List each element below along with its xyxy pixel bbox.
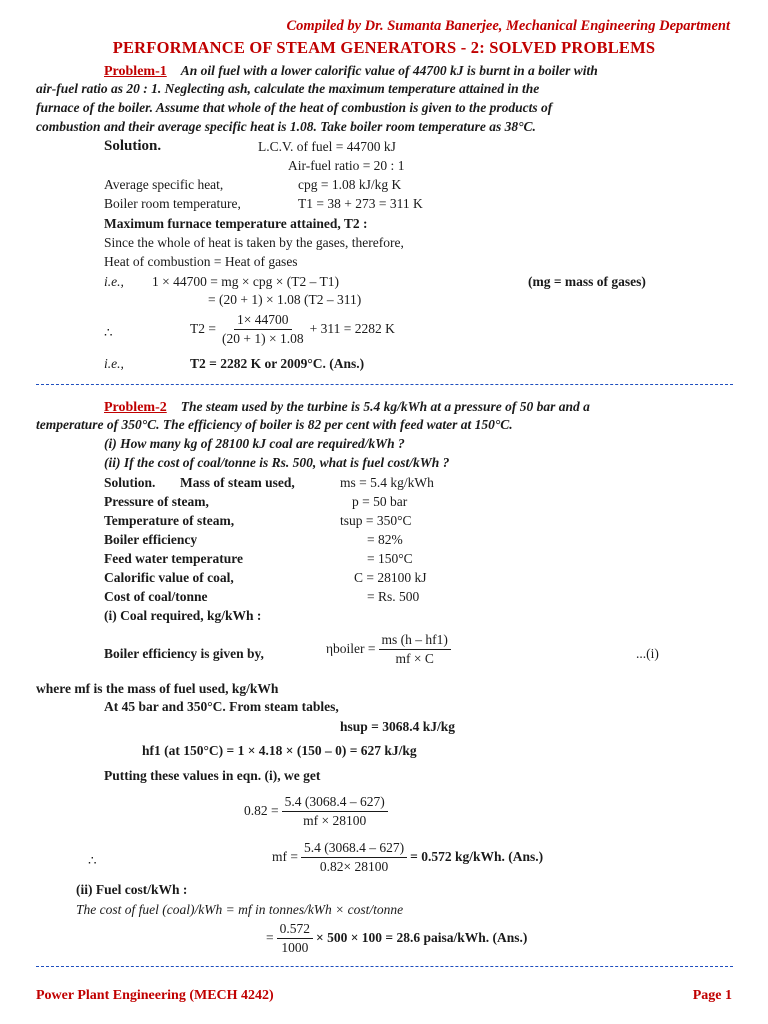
problem-1-label: Problem-1 [104,64,167,79]
question-i: (i) How many kg of 28100 kJ coal are required/kWh ? [104,436,405,451]
where-line: where mf is the mass of fuel used, kg/kWh [36,681,279,696]
t2-fraction [219,312,307,346]
substitution-numerator: 5.4 (3068.4 – 627) [282,794,388,812]
solution-label: Solution. [104,138,162,154]
mf-lhs: mf = [272,849,298,865]
steam-table-line: At 45 bar and 350°C. From steam tables, [104,699,339,714]
equation-1: 1 × 44700 = mg × cpg × (T2 – T1) [152,274,339,289]
given-label: Temperature of steam, [104,513,235,528]
given-value: p = 50 bar [352,494,408,509]
given-label: Boiler efficiency [104,532,198,547]
statement-line: An oil fuel with a lower calorific value of 44700 kJ is burnt in a boiler with [180,63,598,78]
heat-balance-line: Heat of combustion = Heat of gases [104,254,298,269]
question-ii: (ii) If the cost of coal/tonne is Rs. 500, what is fuel cost/kWh ? [104,455,450,470]
t2-lhs: T2 = [190,321,216,337]
substitution-fraction [282,794,388,828]
mf-numerator: 5.4 (3068.4 – 627) [301,840,407,858]
page-title: PERFORMANCE OF STEAM GENERATORS - 2: SOLVED PROBLEMS [112,38,656,57]
given-label: Cost of coal/tonne [104,589,208,604]
room-temp-value: T1 = 38 + 273 = 311 K [298,196,423,211]
compiled-by-note: Compiled by Dr. Sumanta Banerjee, Mechanical Engineering Department [286,18,730,34]
efficiency-lhs: ηboiler = [326,641,376,657]
substitution-denominator: mf × 28100 [303,812,367,828]
problem-1-statement [104,62,598,80]
lcv-line: L.C.V. of fuel = 44700 kJ [258,139,396,154]
problem-2-statement [104,398,590,416]
efficiency-equation [326,632,454,666]
mf-fraction [301,840,407,874]
mf-result: = 0.572 kg/kWh. (Ans.) [410,849,544,865]
solution-label: Solution. [104,475,156,490]
hf-value: hf1 (at 150°C) = 1 × 4.18 × (150 – 0) = 627 kJ/kg [142,743,417,758]
t2-numerator: 1× 44700 [234,312,292,330]
given-label: Pressure of steam, [104,494,209,509]
hsup-value: hsup = 3068.4 kJ/kg [340,719,455,734]
statement-line: air-fuel ratio as 20 : 1. Neglecting ash, calculate the maximum temperature attained in the [36,81,540,96]
mf-denominator: 0.82× 28100 [319,858,389,874]
given-value: C = 28100 kJ [354,570,427,585]
problem-2-label: Problem-2 [104,400,167,415]
footer-divider [36,966,733,967]
mass-of-gases-note: (mg = mass of gases) [528,274,646,289]
t2-equation [190,312,395,346]
given-label: Calorific value of coal, [104,570,234,585]
equation-reference: ...(i) [636,646,659,661]
statement-line: furnace of the boiler. Assume that whole of the heat of combustion is given to the products of [36,100,553,115]
given-label: Feed water temperature [104,551,243,566]
ie-label: i.e., [104,356,124,371]
since-line: Since the whole of heat is taken by the gases, therefore, [104,235,404,250]
coal-required-heading: (i) Coal required, kg/kWh : [104,608,262,623]
statement-line: combustion and their average specific heat is 1.08. Take boiler room temperature as 38°C. [36,119,536,134]
putting-line: Putting these values in eqn. (i), we get [104,768,321,783]
t2-denominator: (20 + 1) × 1.08 [222,330,304,346]
given-label: Mass of steam used, [180,475,295,490]
statement-line: The steam used by the turbine is 5.4 kg/kWh at a pressure of 50 bar and a [180,399,590,414]
room-temp-label: Boiler room temperature, [104,196,241,211]
answer-1: T2 = 2282 K or 2009°C. (Ans.) [190,356,365,371]
substitution-lhs: 0.82 = [244,803,279,819]
given-value: = Rs. 500 [367,589,420,604]
efficiency-numerator: ms (h – hf1) [379,632,451,650]
statement-line: temperature of 350°C. The efficiency of boiler is 82 per cent with feed water at 150°C. [36,417,513,432]
mf-equation [272,840,543,874]
fuel-cost-heading: (ii) Fuel cost/kWh : [76,882,188,897]
air-fuel-ratio-line: Air-fuel ratio = 20 : 1 [288,158,405,173]
t2-rhs: + 311 = 2282 K [309,321,395,337]
therefore-symbol: ∴ [104,325,113,340]
section-divider [36,384,733,385]
avg-specific-heat-value: cpg = 1.08 kJ/kg K [298,177,402,192]
page-number: Page 1 [692,988,732,1003]
given-value: ms = 5.4 kg/kWh [340,475,434,490]
fuel-cost-denominator: 1000 [281,939,309,955]
given-value: = 150°C [367,551,413,566]
efficiency-substitution [244,794,391,828]
efficiency-fraction [379,632,451,666]
ie-label: i.e., [104,274,124,289]
fuel-cost-numerator: 0.572 [277,921,313,939]
fuel-cost-equation: = $\frac{0.572}{1000}$ × 500 × 100 = 28.6 paisa/kWh. (Ans.) [266,921,528,955]
efficiency-denominator: mf × C [395,650,434,666]
fuel-cost-line: The cost of fuel (coal)/kWh = mf in tonnes/kWh × cost/tonne [76,902,404,917]
equation-2: = (20 + 1) × 1.08 (T2 – 311) [208,292,362,307]
efficiency-label: Boiler efficiency is given by, [104,646,264,661]
avg-specific-heat-label: Average specific heat, [104,177,224,192]
given-value: = 82% [367,532,403,547]
fuel-cost-fraction [277,921,313,955]
max-temp-heading: Maximum furnace temperature attained, T2 : [104,216,368,231]
fuel-cost-result: × 500 × 100 = 28.6 paisa/kWh. (Ans.) [316,930,528,946]
course-name: Power Plant Engineering (MECH 4242) [36,988,274,1003]
given-value: tsup = 350°C [340,513,412,528]
therefore-symbol: ∴ [88,853,97,868]
